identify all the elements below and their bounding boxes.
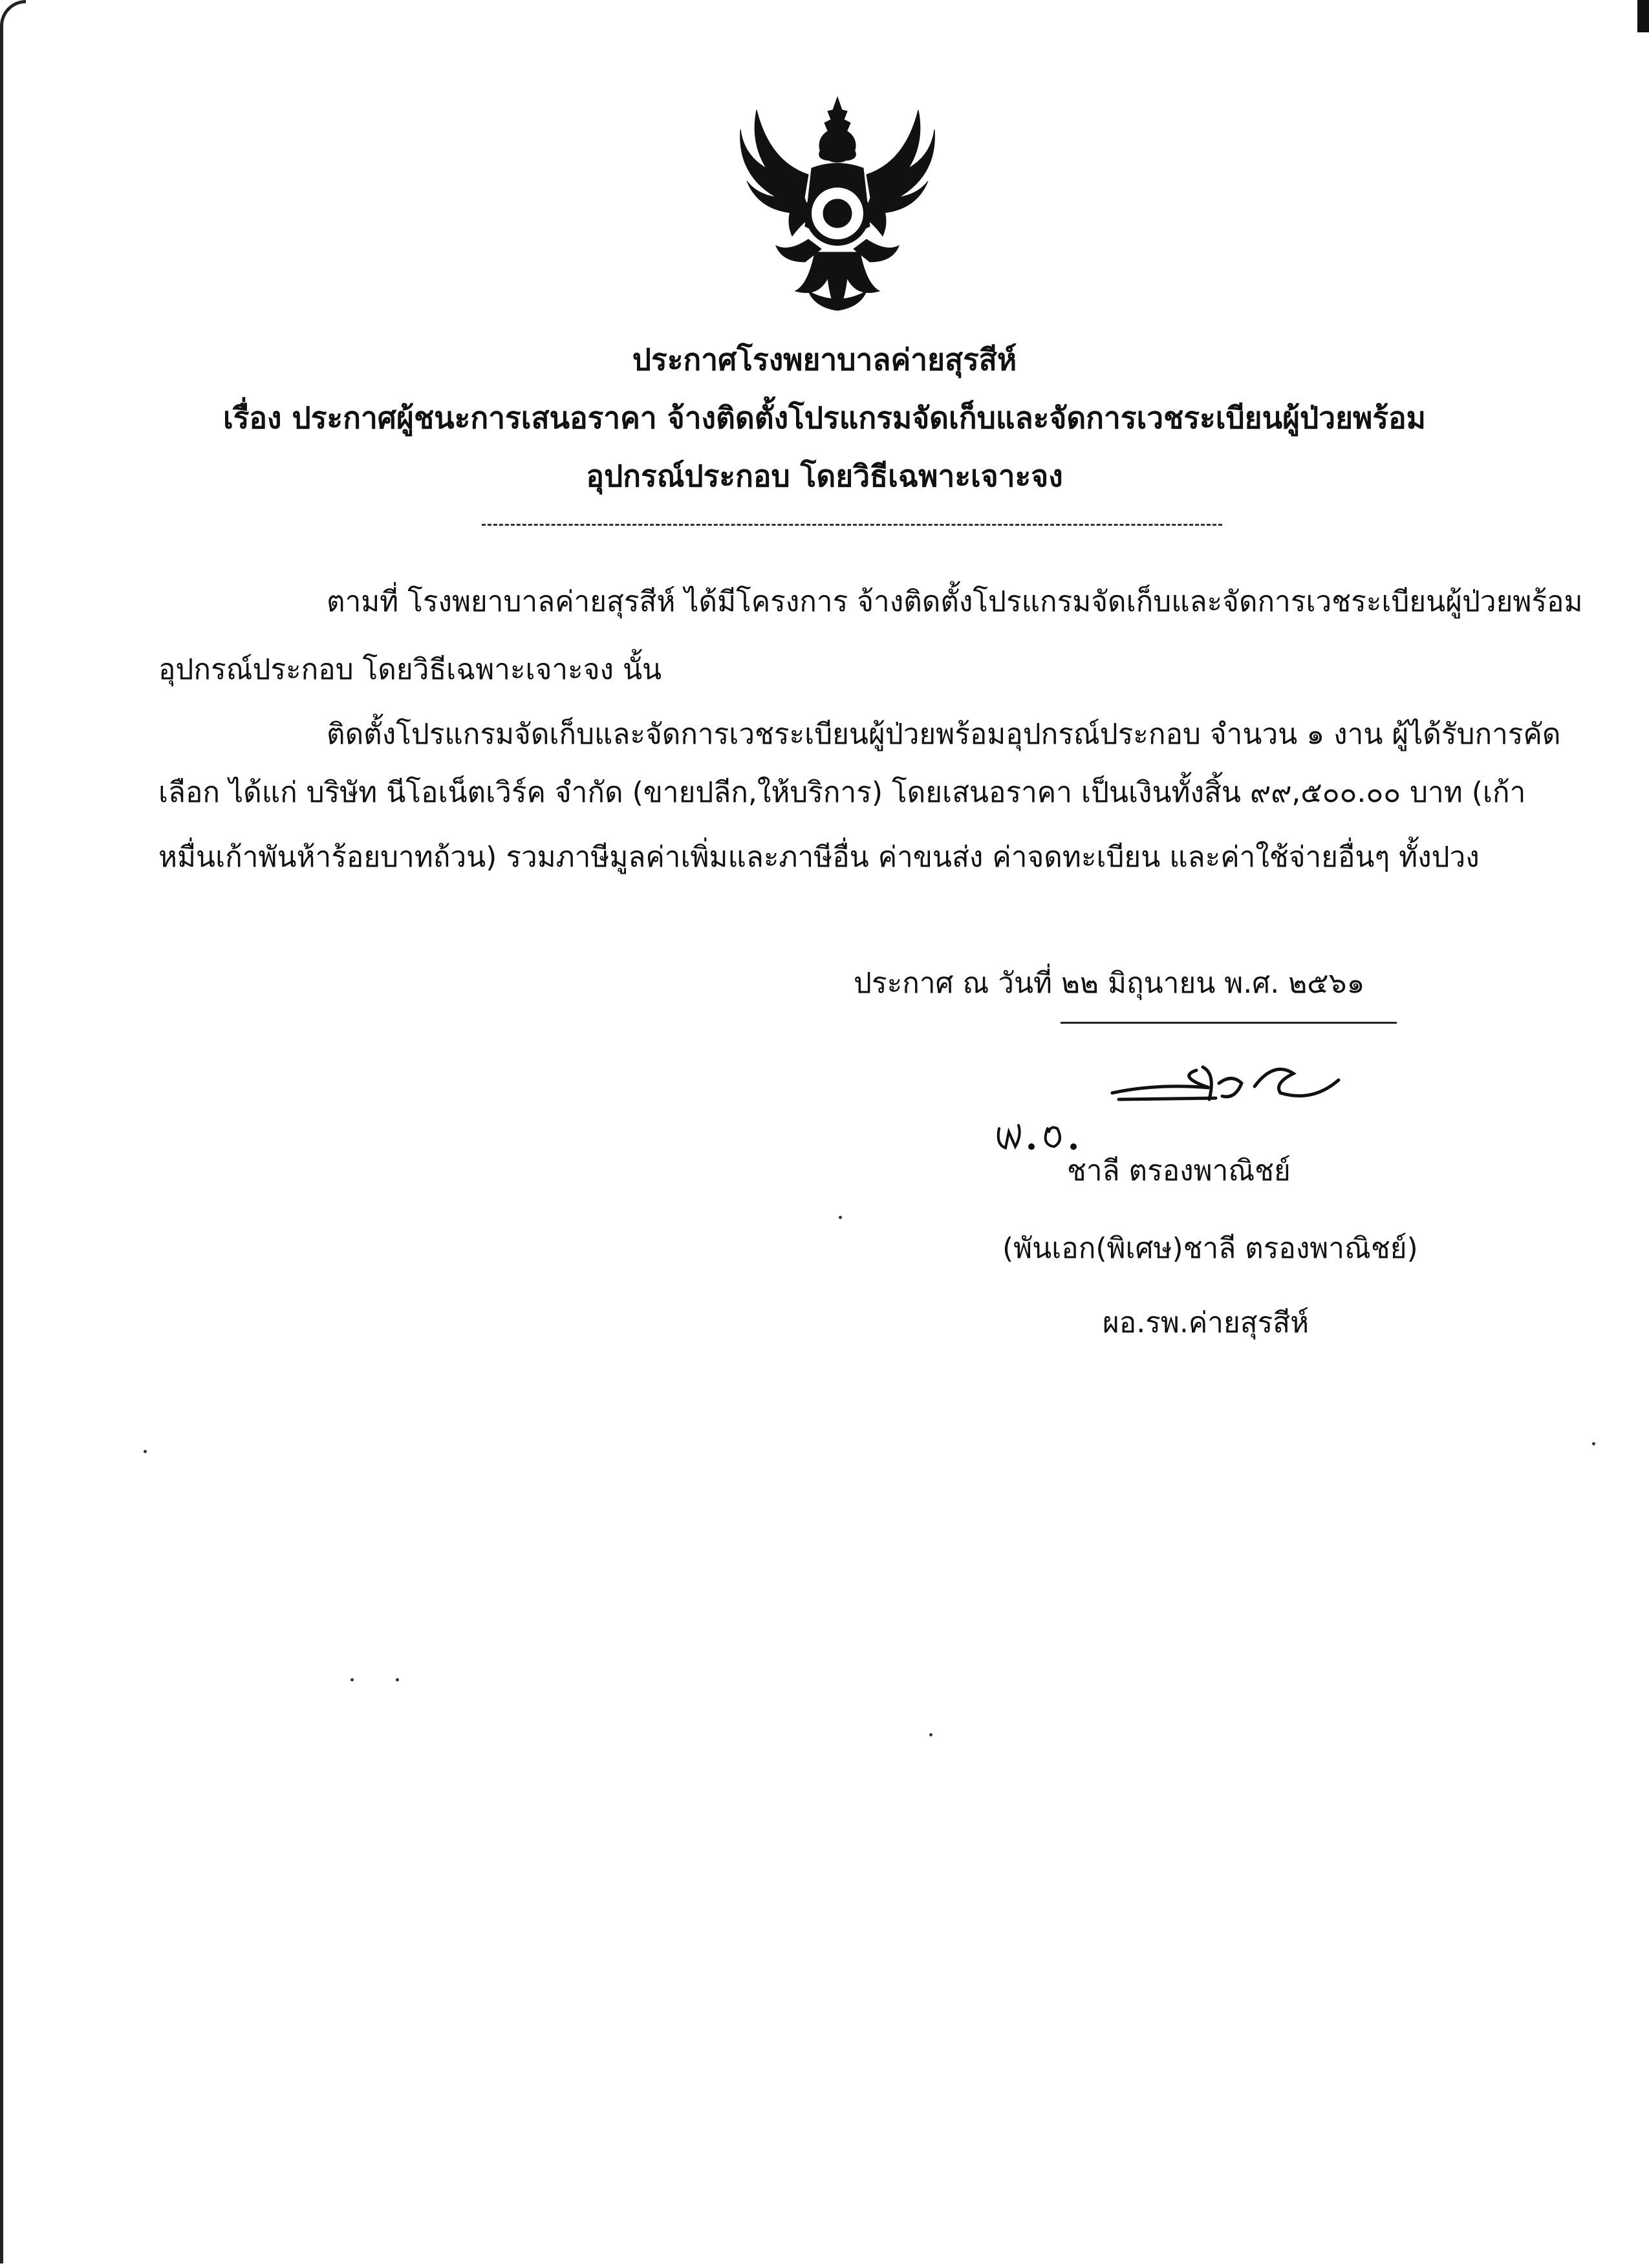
separator-line [482,524,1222,526]
handwritten-signature [1099,1048,1371,1119]
scan-speck [350,1678,354,1681]
scan-speck [929,1733,932,1736]
paragraph-2-line-2: เลือก ได้แก่ บริษัท นีโอเน็ตเวิร์ค จำกัด (ขายปลีก,ให้บริการ) โดยเสนอราคา เป็นเงินทั้งสิ้น ๙๙,๕๐๐.๐๐ บาท (เก้า [158,776,1526,809]
garuda-emblem-icon [731,84,944,330]
paragraph-2-line-1: ติดตั้งโปรแกรมจัดเก็บและจัดการเวชระเบียนผู้ป่วยพร้อมอุปกรณ์ประกอบ จำนวน ๑ งาน ผู้ได้รับการคัด [327,718,1561,751]
signatory-position: ผอ.รพ.ค่ายสุรสีห์ [1103,1306,1310,1339]
paragraph-2-line-3: หมื่นเก้าพันห้าร้อยบาทถ้วน) รวมภาษีมูลค่าเพิ่มและภาษีอื่น ค่าขนส่ง ค่าจดทะเบียน และค่าใช้จ่ายอื่นๆ ทั้งปวง [158,841,1480,874]
signatory-name: ชาลี ตรองพาณิชย์ [1067,1154,1291,1187]
scan-speck [839,1216,842,1219]
paragraph-1-line-2: อุปกรณ์ประกอบ โดยวิธีเฉพาะเจาะจง นั้น [158,653,662,686]
subject-line-1: เรื่อง ประกาศผู้ชนะการเสนอราคา จ้างติดตั้งโปรแกรมจัดเก็บและจัดการเวชระเบียนผู้ป่วยพร้อม [222,400,1426,435]
scan-edge-corner [0,0,26,26]
scan-edge-mark [1637,0,1649,32]
subject-line-2: อุปกรณ์ประกอบ โดยวิธีเฉพาะเจาะจง [586,459,1063,493]
announcement-date: ประกาศ ณ วันที่ ๒๒ มิถุนายน พ.ศ. ๒๕๖๑ [854,967,1365,1000]
scan-speck [396,1678,399,1681]
signature-line [1061,1022,1397,1024]
paragraph-1-line-1: ตามที่ โรงพยาบาลค่ายสุรสีห์ ได้มีโครงการ จ้างติดตั้งโปรแกรมจัดเก็บและจัดการเวชระเบียนผู้ป่วยพร้อม [327,585,1583,618]
signatory-full-title: (พันเอก(พิเศษ)ชาลี ตรองพาณิชย์) [1002,1232,1418,1265]
scan-speck [144,1450,147,1453]
announcement-title: ประกาศโรงพยาบาลค่ายสุรสีห์ [632,342,1017,377]
scan-speck [1592,1442,1595,1445]
